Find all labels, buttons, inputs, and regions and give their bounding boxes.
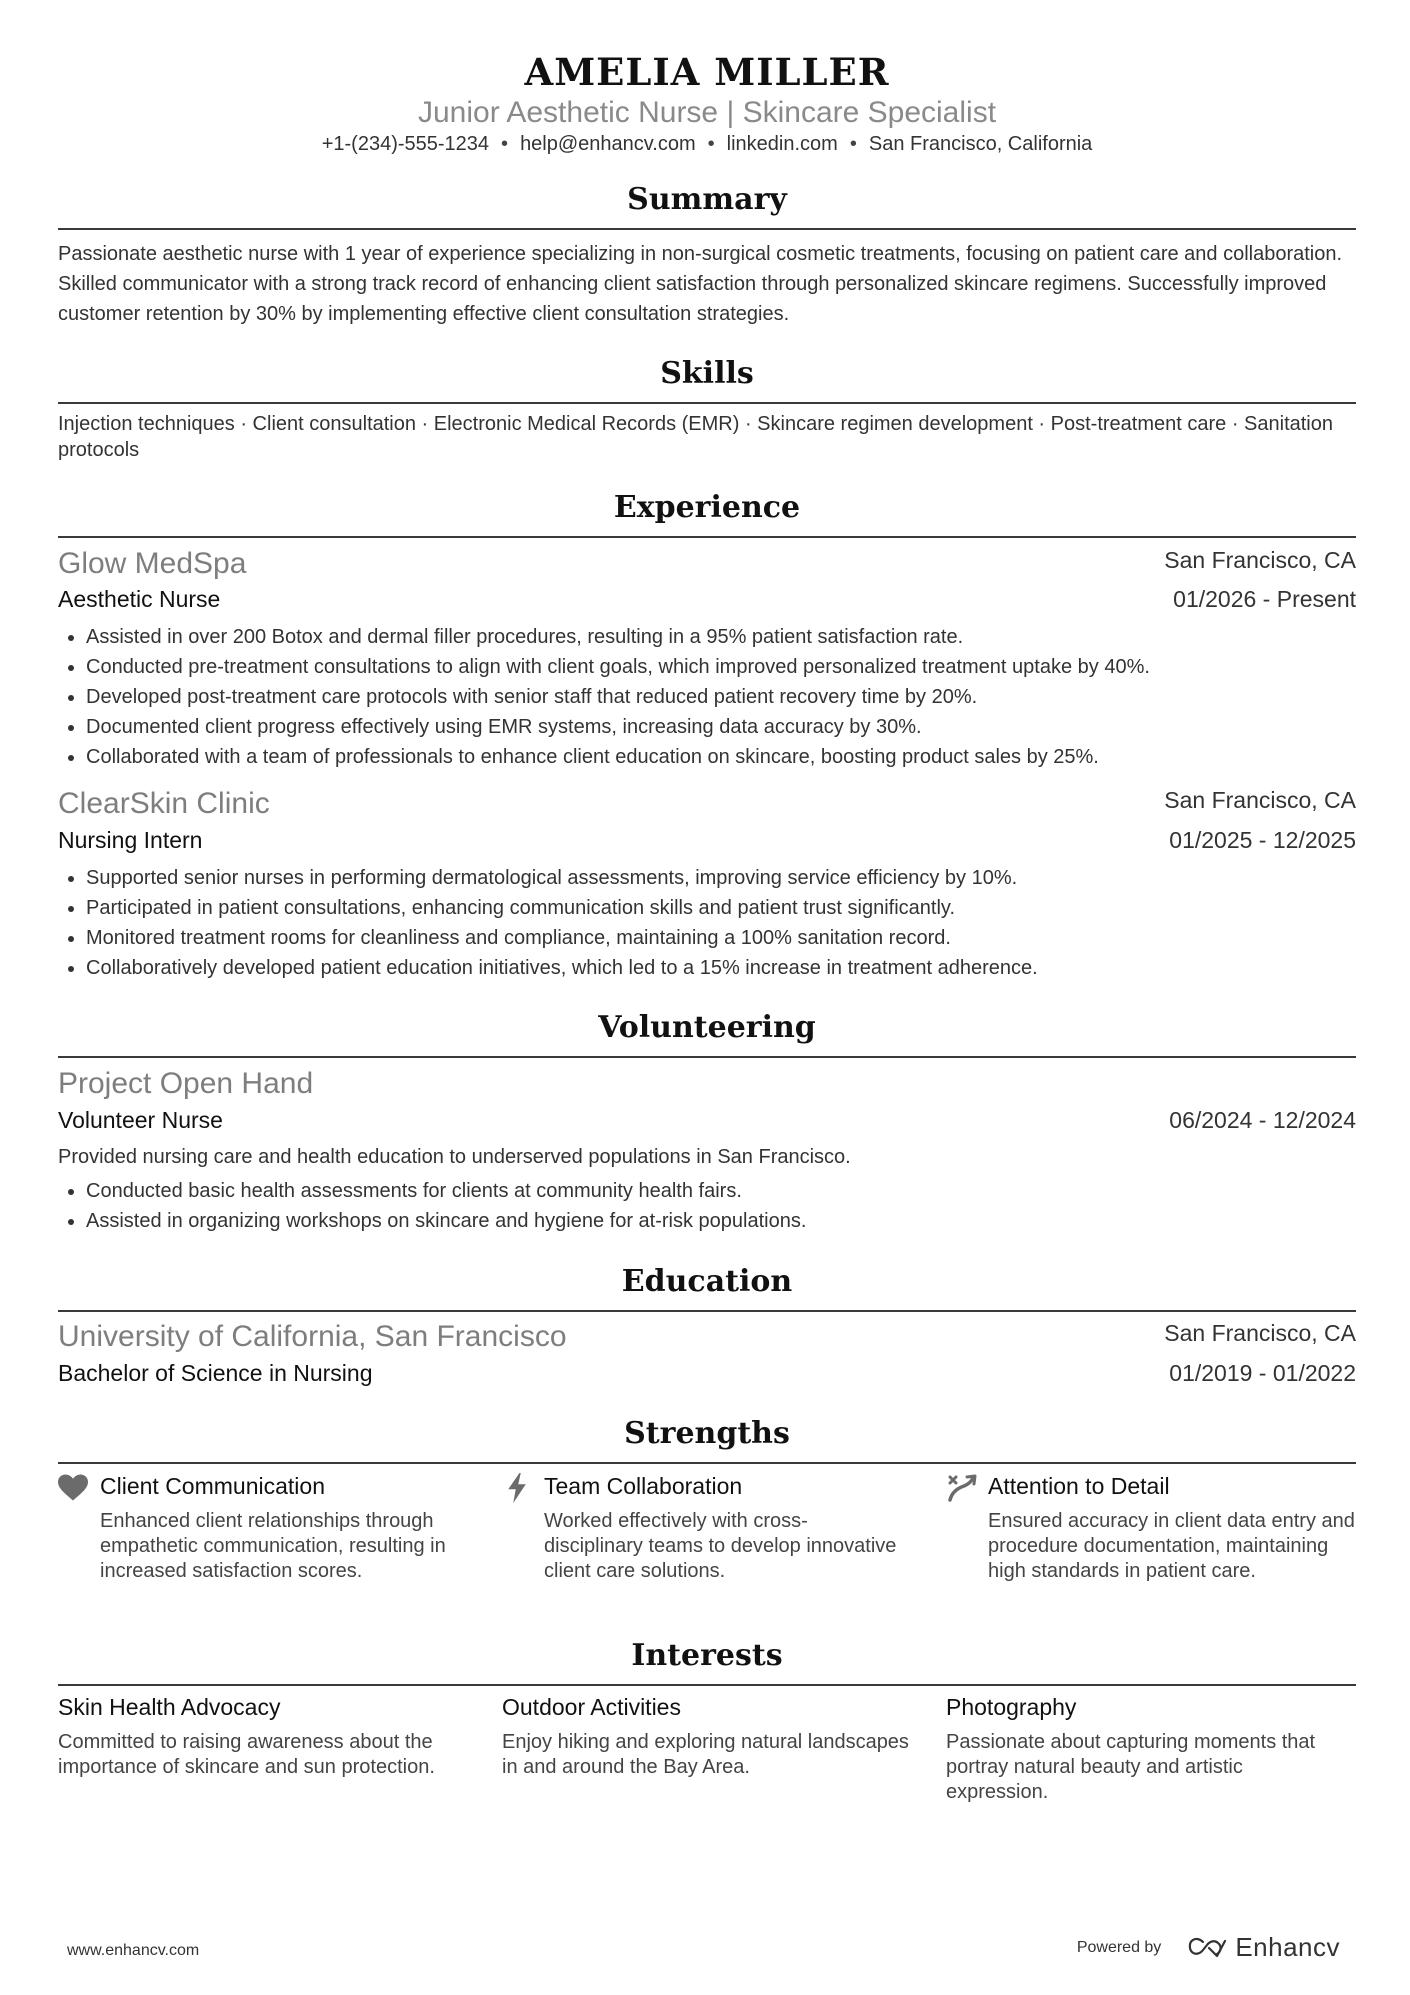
bullet-item: • Monitored treatment rooms for cleanliness and compliance, maintaining a 100% sanitation record. xyxy=(86,923,1356,953)
experience-company: Glow MedSpa xyxy=(58,547,247,580)
experience-location: San Francisco, CA xyxy=(1164,787,1356,813)
footer-branding xyxy=(1077,1932,1340,1963)
heart-icon xyxy=(58,1474,88,1502)
bullet-item: • Supported senior nurses in performing dermatological assessments, improving service efficiency by 10%. xyxy=(86,863,1356,893)
path-arrow-icon xyxy=(948,1474,978,1502)
interest-title: Photography xyxy=(946,1694,1077,1720)
powered-by-label: Powered by xyxy=(1076,1938,1162,1956)
contact-email[interactable]: help@enhancv.com xyxy=(520,133,696,155)
summary-heading: Summary xyxy=(627,182,787,217)
interest-title: Skin Health Advocacy xyxy=(58,1694,281,1720)
footer-website[interactable]: www.enhancv.com xyxy=(67,1942,200,1959)
interest-text: Passionate about capturing moments that portray natural beauty and artistic expression. xyxy=(946,1731,1316,1803)
candidate-headline: Junior Aesthetic Nurse | Skincare Specialist xyxy=(417,96,997,129)
bullet-item: • Participated in patient consultations, enhancing communication skills and patient trust significantly. xyxy=(86,893,1356,923)
contact-separator: • xyxy=(707,133,715,155)
bullet-item: • Assisted in over 200 Botox and dermal filler procedures, resulting in a 95% patient satisfaction rate. xyxy=(86,622,1356,652)
experience-bullets xyxy=(58,622,1356,772)
bullet-item: • Documented client progress effectively using EMR systems, increasing data accuracy by 30%. xyxy=(86,712,1356,742)
bullet-item: • Developed post-treatment care protocols with senior staff that reduced patient recovery time by 20%. xyxy=(86,682,1356,712)
bullet-item: • Collaborated with a team of professionals to enhance client education on skincare, boosting product sales by 25%. xyxy=(86,742,1356,772)
experience-location: San Francisco, CA xyxy=(1164,547,1356,573)
volunteering-organization: Project Open Hand xyxy=(58,1067,314,1100)
contact-location: San Francisco, California xyxy=(868,133,1093,155)
skills-list: Injection techniques · Client consultation · Electronic Medical Records (EMR) · Skincare regimen development · Post-treatment care · Sanitation protocols xyxy=(58,413,1333,461)
summary-divider xyxy=(58,228,1356,230)
education-divider xyxy=(58,1310,1356,1312)
education-heading: Education xyxy=(621,1264,793,1299)
enhancv-brand[interactable]: Enhancv xyxy=(1235,1932,1340,1962)
strength-text: Ensured accuracy in client data entry and procedure documentation, maintaining high standards in patient care. xyxy=(988,1510,1355,1582)
contact-linkedin[interactable]: linkedin.com xyxy=(726,133,838,155)
candidate-name: AMELIA MILLER xyxy=(524,50,890,94)
bullet-item: • Assisted in organizing workshops on skincare and hygiene for at-risk populations. xyxy=(86,1206,1356,1236)
experience-dates: 01/2025 - 12/2025 xyxy=(1169,827,1356,853)
experience-heading: Experience xyxy=(613,490,801,525)
volunteering-dates: 06/2024 - 12/2024 xyxy=(1169,1107,1356,1133)
contact-phone[interactable]: +1-(234)-555-1234 xyxy=(321,133,490,155)
education-degree: Bachelor of Science in Nursing xyxy=(58,1360,373,1386)
strength-text: Worked effectively with cross-disciplinary teams to develop innovative client care solutions. xyxy=(544,1510,897,1582)
interest-text: Committed to raising awareness about the importance of skincare and sun protection. xyxy=(58,1731,435,1778)
volunteering-role: Volunteer Nurse xyxy=(58,1107,223,1133)
bullet-item: • Conducted basic health assessments for clients at community health fairs. xyxy=(86,1176,1356,1206)
education-dates: 01/2019 - 01/2022 xyxy=(1169,1360,1356,1386)
education-school: University of California, San Francisco xyxy=(58,1320,567,1353)
volunteering-bullets xyxy=(58,1176,1356,1236)
bullet-item: • Collaboratively developed patient education initiatives, which led to a 15% increase in treatment adherence. xyxy=(86,953,1356,983)
contact-line xyxy=(58,133,1356,156)
contact-separator: • xyxy=(849,133,857,155)
volunteering-heading: Volunteering xyxy=(598,1010,816,1045)
strengths-divider xyxy=(58,1462,1356,1464)
experience-role: Aesthetic Nurse xyxy=(58,586,221,612)
bullet-item: • Conducted pre-treatment consultations to align with client goals, which improved personalized treatment uptake by 40%. xyxy=(86,652,1356,682)
experience-bullets xyxy=(58,863,1356,983)
lightning-icon xyxy=(506,1473,528,1503)
experience-divider xyxy=(58,536,1356,538)
summary-text: Passionate aesthetic nurse with 1 year of experience specializing in non-surgical cosmetic treatments, focusing on patient care and collaboration. Skilled communicator with a strong track record of enhancing client satisfaction through personalized skincare regimens. Successfully improved customer retention by 30% by implementing effective client consultation strategies. xyxy=(58,243,1343,325)
skills-divider xyxy=(58,402,1356,404)
strength-text: Enhanced client relationships through empathetic communication, resulting in increased satisfaction scores. xyxy=(100,1510,446,1582)
volunteering-description: Provided nursing care and health education to underserved populations in San Francisco. xyxy=(58,1146,851,1168)
strength-title: Team Collaboration xyxy=(544,1473,743,1499)
experience-dates: 01/2026 - Present xyxy=(1173,586,1356,612)
strength-title: Client Communication xyxy=(100,1473,325,1499)
interest-title: Outdoor Activities xyxy=(502,1694,681,1720)
experience-role: Nursing Intern xyxy=(58,827,203,853)
skills-heading: Skills xyxy=(660,356,754,391)
strengths-heading: Strengths xyxy=(624,1416,790,1451)
volunteering-divider xyxy=(58,1056,1356,1058)
interest-text: Enjoy hiking and exploring natural landscapes in and around the Bay Area. xyxy=(502,1731,909,1778)
interests-heading: Interests xyxy=(631,1638,783,1673)
contact-separator: • xyxy=(501,133,509,155)
strength-title: Attention to Detail xyxy=(988,1473,1170,1499)
interests-divider xyxy=(58,1684,1356,1686)
experience-company: ClearSkin Clinic xyxy=(58,787,270,820)
enhancv-logo-icon xyxy=(1187,1937,1227,1959)
education-location: San Francisco, CA xyxy=(1164,1320,1356,1346)
